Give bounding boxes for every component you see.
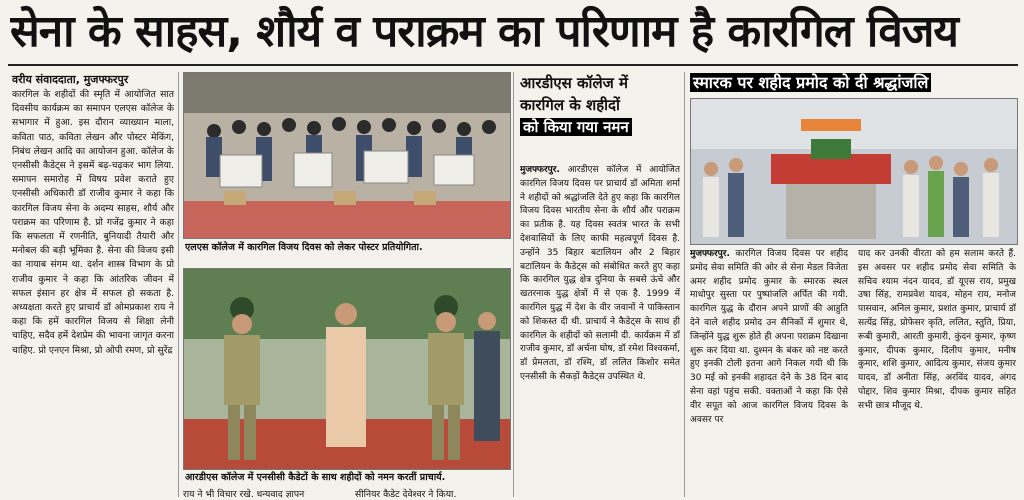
rds-headline-line-1: आरडीएस कॉलेज में bbox=[520, 74, 628, 92]
poster-competition-caption: एलएस कॉलेज में कारगिल विजय दिवस को लेकर पोस्टर प्रतियोगिता. bbox=[185, 242, 423, 253]
column-divider-3 bbox=[684, 72, 685, 497]
ncc-cadets-caption: आरडीएस कॉलेज में एनसीसी कैडेटों के साथ शहीदों को नमन करतीं प्राचार्य. bbox=[185, 472, 446, 483]
rds-body: आरडीएस कॉलेज में आयोजित कारगिल विजय दिवस पर प्राचार्य डॉ अमिता शर्मा ने शहीदों को श्रद्धांजलि देते हुए कहा कि कारगिल विजय दिवस भारतीय सेना के शौर्य और पराक्रम का प्रतीक है. यह दिवस स्वतंत्र भारत के सभी देशवासियों के लिए काफी महत्वपूर्ण दिवस है. उन्होंने 35 बिहार बटालियन और 2 बिहार बटालियन के कैडेट्स को संबोधित करते हुए कहा कि कारगिल युद्ध क्षेत्र दुनिया के सबसे ऊंचे और खतरनाक युद्ध क्षेत्रों में से एक है. 1999 में कारगिल युद्ध में देश के वीर जवानों ने पाकिस्तान को शिकस्त दी थी. प्राचार्य ने कैडेट्स के साथ ही कारगिल के शहीदों को सलामी दी. कार्यक्रम में डॉ राजीव कुमार, डॉ अर्चना घोष, डॉ रमेश विश्वकर्मा, डॉ प्रेमलता, डॉ रश्मि, डॉ ललित किशोर समेत एनसीसी के सैकड़ों कैडेट्स उपस्थित थे. bbox=[520, 165, 680, 382]
smarak-body-a: कारगिल विजय दिवस पर शहीद प्रमोद सेवा समिति की ओर से सेना मेडल विजेता अमर शहीद प्रमोद कुमार के स्मारक स्थल माधोपुर सुस्ता पर पुष्पांजलि अर्पित की गयी. कारगिल युद्ध के दौरान अपने प्राणों की आहुति देने वाले शहीद प्रमोद उन सैनिकों में शुमार थे, जिन्होंने युद्ध शुरू होते ही अपना पराक्रम दिखाना शुरू कर दिया था. दुश्मन के बंकर को नष्ट करते हुए इनकी टोली इतना आगे निकल गयी थी कि 30 मई को इनकी शहादत देने के 38 दिन बाद सेना वहां पहुंच सकी. वक्ताओं ने कहा कि ऐसे वीर सपूत को आज कारगिल विजय दिवस के अवसर पर bbox=[690, 249, 848, 425]
poster-competition-photo bbox=[183, 72, 511, 239]
smarak-headline: स्मारक पर शहीद प्रमोद को दी श्रद्धांजलि bbox=[690, 72, 1016, 94]
headline-rule bbox=[8, 64, 1018, 66]
byline: वरीय संवाददाता, मुजफ्फरपुर bbox=[12, 73, 129, 86]
column-divider-2 bbox=[513, 72, 514, 497]
ncc-cadets-photo bbox=[183, 268, 511, 470]
rds-headline-line-2: कारगिल के शहीदों bbox=[520, 96, 620, 114]
memorial-tribute-photo bbox=[690, 98, 1018, 245]
rds-headline bbox=[520, 72, 680, 138]
footer-left-text: राय ने भी विचार रखे. धन्यवाद ज्ञापन bbox=[183, 489, 305, 500]
ls-college-article-text: कारगिल के शहीदों की स्मृति में आयोजित सात दिवसीय कार्यक्रम का समापन एलएस कॉलेज के सभागार में हुआ. इस दौरान व्याख्यान माला, कविता पाठ, कविता लेखन और पोस्टर मेकिंग, निबंध लेखन आदि का आयोजन हुआ. कॉलेज के एनसीसी कैडेट्स ने इसमें बढ़-चढ़कर भाग लिया. समापन समारोह में विषय प्रवेश कराते हुए एनसीसी अधिकारी डॉ राजीव कुमार ने कहा कि कारगिल विजय सेना के अदम्य साहस, शौर्य और पराक्रम का परिणाम है. प्रो गजेंद्र कुमार ने कहा कि सफलता में रणनीति, बुनियादी तैयारी और मनोबल की बड़ी भूमिका है. सेना की विजय इसी का नायाब संगम था. दर्शन शास्त्र विभाग के प्रो राजीव कुमार ने कहा कि आंतरिक जीवन में सफल इंसान हर क्षेत्र में सफल हो सकता है. अध्यक्षता करते हुए प्राचार्य डॉ ओमप्रकाश राय ने कहा कि हमें कारगिल विजय से शिक्षा लेनी चाहिए, सदैव हमें देशप्रेम की भावना जागृत करना चाहिए. प्रो एनएन मिश्रा, प्रो ओपी रमण, प्रो सुरेंद्र bbox=[12, 89, 174, 356]
rds-headline-line-3: को किया गया नमन bbox=[520, 116, 680, 138]
rds-article-text bbox=[520, 164, 680, 498]
headline: सेना के साहस, शौर्य व पराक्रम का परिणाम है कारगिल विजय bbox=[10, 6, 958, 57]
rds-dateline: मुजफ्फरपुर. bbox=[520, 165, 560, 175]
footer-right-text: सीनियर कैडेट देवेश्वर ने किया. bbox=[355, 489, 457, 500]
column-divider-1 bbox=[178, 72, 179, 497]
smarak-dateline: मुजफ्फरपुर. bbox=[690, 249, 730, 259]
smarak-article-text-a bbox=[690, 248, 848, 498]
smarak-article-text-b: याद कर उनकी वीरता को हम सलाम करते हैं. इस अवसर पर शहीद प्रमोद सेवा समिति के सचिव श्याम नंदन यादव, डॉ यूएस राय, प्रमुख उषा सिंह, रामप्रवेश यादव, मोहन राय, मनोज पासवान, अनिल कुमार, प्रशांत कुमार, प्राचार्य डॉ सत्येंद्र सिंह, प्रोफेसर कृति, ललित, स्तुति, प्रिया, रूबी कुमारी, आरती कुमारी, कुंदन कुमार, कृष्ण कुमार, दीपक कुमार, दिलीप कुमार, मनीष कुमार, शशि कुमार, आदित्य कुमार, संजय कुमार यादव, डॉ अनीता सिंह, अरविंद यादव, अंगद पोद्दार, शिव कुमार मिश्रा, दीपक कुमार सहित सभी छात्र मौजूद थे. bbox=[858, 249, 1016, 411]
